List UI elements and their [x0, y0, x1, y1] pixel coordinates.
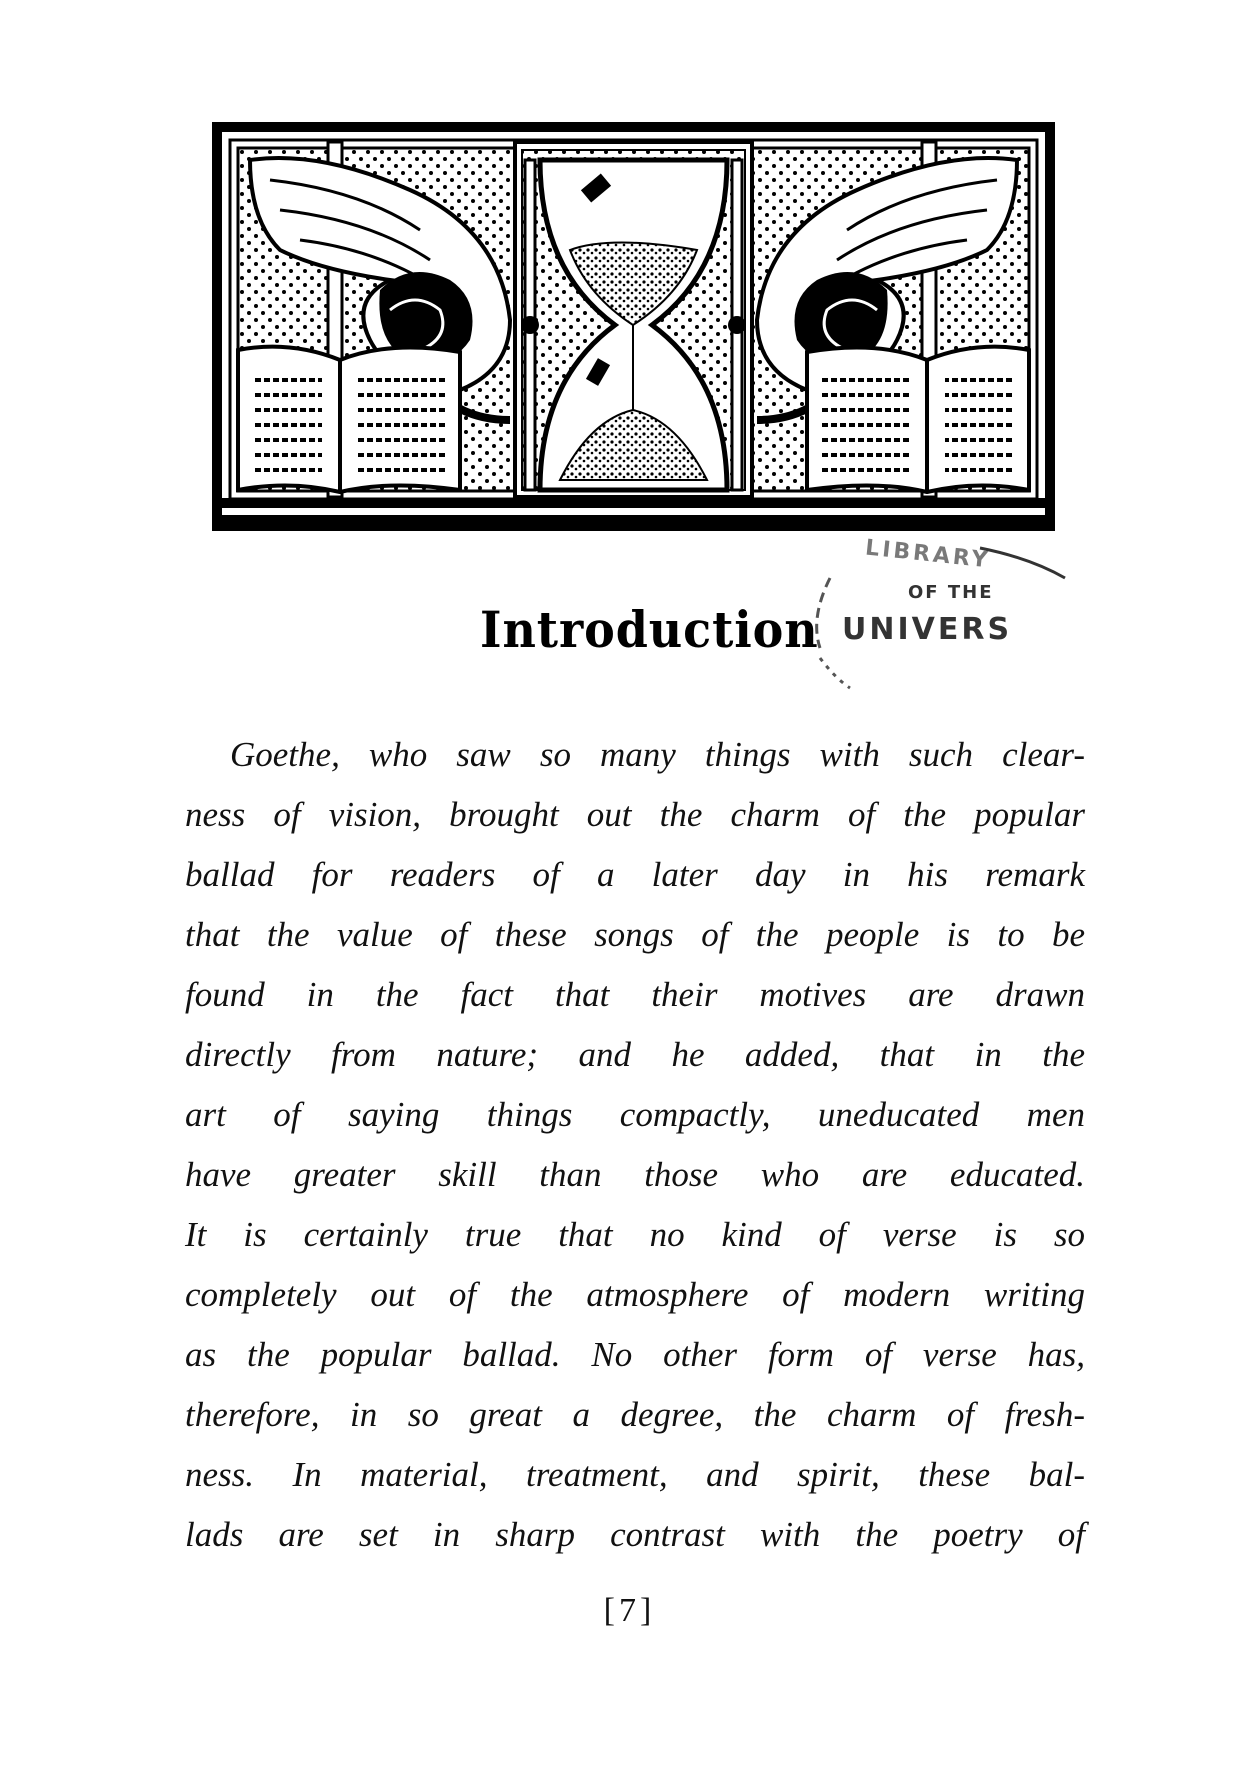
text-line: ballad for readers of a later day in his remark: [185, 855, 1085, 894]
stamp-line-of-the: OF THE: [908, 582, 994, 603]
text-line: Goethe, who saw so many things with such clear-: [230, 735, 1085, 774]
stamp-line-library: LIBRARY: [864, 535, 992, 574]
text-line: found in the fact that their motives are drawn: [185, 975, 1085, 1014]
text-line: as the popular ballad. No other form of verse has,: [185, 1335, 1085, 1374]
text-line: that the value of these songs of the people is to be: [185, 915, 1085, 954]
text-line: lads are set in sharp contrast with the poetry of: [185, 1515, 1085, 1554]
text-line: It is certainly true that no kind of verse is so: [185, 1215, 1085, 1254]
text-line: have greater skill than those who are educated.: [185, 1155, 1085, 1194]
chapter-title: Introduction: [480, 600, 819, 659]
library-stamp-icon: [790, 535, 1090, 708]
text-line: art of saying things compactly, uneducated men: [185, 1095, 1085, 1134]
body-paragraph: [185, 725, 1085, 1565]
page-number: [7]: [603, 1592, 656, 1629]
text-line: ness of vision, brought out the charm of the popular: [185, 795, 1085, 834]
hourglass-with-winged-globes-and-open-books-icon: [210, 120, 1057, 533]
stamp-line-university: UNIVERS: [842, 612, 1013, 647]
text-line: completely out of the atmosphere of modern writing: [185, 1275, 1085, 1314]
text-line: ness. In material, treatment, and spirit, these bal-: [185, 1455, 1085, 1494]
text-line: therefore, in so great a degree, the charm of fresh-: [185, 1395, 1085, 1434]
text-line: directly from nature; and he added, that in the: [185, 1035, 1085, 1074]
